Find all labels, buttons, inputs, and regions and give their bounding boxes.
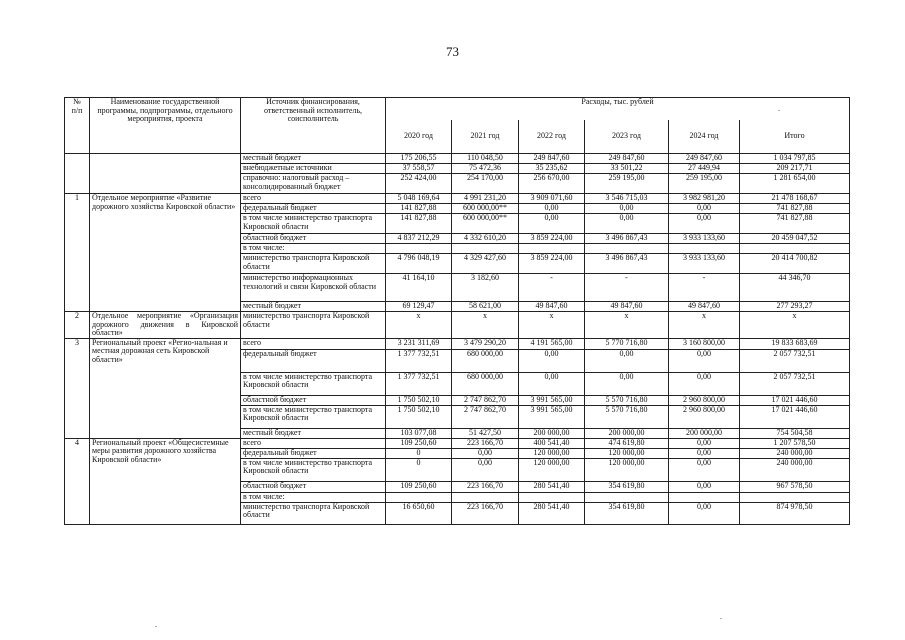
year-value: 33 501,22 (585, 164, 669, 174)
row-number: 2 (65, 312, 90, 339)
total-value (740, 244, 850, 254)
year-value: 0,00 (585, 204, 669, 214)
year-value: 3 496 867,43 (585, 234, 669, 244)
year-value: 223 166,70 (452, 438, 519, 448)
year-value: 3 991 565,00 (519, 405, 585, 428)
year-value: 103 077,08 (386, 428, 452, 438)
funding-source: областной бюджет (241, 481, 386, 492)
year-value: 109 250,60 (386, 481, 452, 492)
year-value: 49 847,60 (585, 302, 669, 312)
total-value: 17 021 446,60 (740, 395, 850, 405)
total-value: 754 504,58 (740, 428, 850, 438)
measure-name: Отдельное мероприятие «Развитие дорожного хозяйства Кировской области» (90, 194, 241, 312)
header-year: 2023 год (585, 120, 669, 154)
measure-name: Региональный проект «Общесистемные меры развития дорожного хозяйства Кировской области» (90, 438, 241, 524)
year-value: 474 619,80 (585, 438, 669, 448)
year-value: 120 000,00 (519, 458, 585, 481)
year-value: 4 329 427,60 (452, 254, 519, 274)
funding-source: внебюджетные источники (241, 164, 386, 174)
year-value: 5 048 169,64 (386, 194, 452, 204)
year-value: 120 000,00 (585, 448, 669, 458)
year-value: 27 449,94 (669, 164, 740, 174)
year-value (585, 492, 669, 502)
funding-source: министерство информационных технологий и связи Кировской области (241, 274, 386, 302)
funding-source: федеральный бюджет (241, 349, 386, 372)
total-value: 21 478 168,67 (740, 194, 850, 204)
year-value: 141 827,88 (386, 214, 452, 234)
year-value: 120 000,00 (519, 448, 585, 458)
year-value: 280 541,40 (519, 481, 585, 492)
total-value: х (740, 312, 850, 339)
year-value: 0,00 (452, 458, 519, 481)
year-value: 75 472,36 (452, 164, 519, 174)
year-value: 4 191 565,00 (519, 338, 585, 349)
total-value: 277 293,27 (740, 302, 850, 312)
year-value: 1 750 502,10 (386, 405, 452, 428)
row-number: 4 (65, 438, 90, 524)
year-value: 2 747 862,70 (452, 395, 519, 405)
year-value: 5 570 716,80 (585, 405, 669, 428)
year-value (585, 244, 669, 254)
year-value: 16 650,60 (386, 502, 452, 524)
year-value: 3 933 133,60 (669, 234, 740, 244)
total-value: 240 000,00 (740, 448, 850, 458)
year-value: 0 (386, 458, 452, 481)
total-value: 2 057 732,51 (740, 349, 850, 372)
total-value (740, 492, 850, 502)
total-value: 1 281 654,00 (740, 174, 850, 194)
year-value: 0,00 (585, 372, 669, 395)
measure-name: Отдельное мероприятие «Организация дорожного движения в Кировской области» (90, 312, 241, 339)
year-value: 252 424,00 (386, 174, 452, 194)
year-value (386, 492, 452, 502)
funding-source: в том числе: (241, 492, 386, 502)
year-value (519, 492, 585, 502)
year-value (386, 244, 452, 254)
year-value: 3 546 715,03 (585, 194, 669, 204)
year-value: 0,00 (669, 481, 740, 492)
funding-source: министерство транспорта Кировской области (241, 502, 386, 524)
year-value: 256 670,00 (519, 174, 585, 194)
funding-source: в том числе министерство транспорта Кировской области (241, 458, 386, 481)
year-value: 49 847,60 (519, 302, 585, 312)
year-value: 354 619,80 (585, 481, 669, 492)
total-value: 741 827,88 (740, 214, 850, 234)
total-value: 20 414 700,82 (740, 254, 850, 274)
year-value: 0,00 (669, 448, 740, 458)
year-value: 249 847,60 (669, 154, 740, 164)
year-value: 3 479 290,20 (452, 338, 519, 349)
year-value: 223 166,70 (452, 481, 519, 492)
year-value (519, 244, 585, 254)
year-value: 41 164,10 (386, 274, 452, 302)
year-value: 0,00 (669, 214, 740, 234)
total-value: 874 978,50 (740, 502, 850, 524)
year-value: 1 377 732,51 (386, 372, 452, 395)
funding-source: в том числе: (241, 244, 386, 254)
year-value: 3 991 565,00 (519, 395, 585, 405)
year-value: х (519, 312, 585, 339)
total-value: 209 217,71 (740, 164, 850, 174)
year-value: 3 182,60 (452, 274, 519, 302)
year-value: 3 859 224,00 (519, 234, 585, 244)
header-year: 2020 год (386, 120, 452, 154)
year-value: 4 991 231,20 (452, 194, 519, 204)
year-value: 58 621,00 (452, 302, 519, 312)
year-value (669, 244, 740, 254)
year-value: 120 000,00 (585, 458, 669, 481)
year-value: 0,00 (519, 214, 585, 234)
year-value: 223 166,70 (452, 502, 519, 524)
funding-source: всего (241, 438, 386, 448)
year-value: 400 541,40 (519, 438, 585, 448)
year-value: 4 837 212,29 (386, 234, 452, 244)
header-year: 2024 год (669, 120, 740, 154)
scan-speck (720, 618, 722, 619)
total-value: 967 578,50 (740, 481, 850, 492)
funding-source: областной бюджет (241, 395, 386, 405)
financing-table (64, 97, 850, 525)
year-value: 175 206,55 (386, 154, 452, 164)
measure-name: Региональный проект «Регио-нальная и местная дорожная сеть Кировской области» (90, 338, 241, 438)
funding-source: местный бюджет (241, 302, 386, 312)
header-expenses: Расходы, тыс. рублей (386, 98, 850, 120)
total-value: 44 346,70 (740, 274, 850, 302)
year-value: 4 332 610,20 (452, 234, 519, 244)
year-value: 3 859 224,00 (519, 254, 585, 274)
year-value (452, 492, 519, 502)
year-value: х (585, 312, 669, 339)
year-value (452, 244, 519, 254)
year-value: 5 570 716,80 (585, 395, 669, 405)
funding-source: в том числе министерство транспорта Кировской области (241, 214, 386, 234)
year-value: 3 160 800,00 (669, 338, 740, 349)
total-value: 19 833 683,69 (740, 338, 850, 349)
year-value: 3 933 133,60 (669, 254, 740, 274)
year-value: 0,00 (519, 349, 585, 372)
header-number: № п/п (65, 98, 90, 154)
year-value: 3 231 311,69 (386, 338, 452, 349)
funding-source: министерство транспорта Кировской области (241, 312, 386, 339)
total-value: 1 034 797,85 (740, 154, 850, 164)
total-value: 741 827,88 (740, 204, 850, 214)
year-value: 0,00 (669, 458, 740, 481)
year-value: 51 427,50 (452, 428, 519, 438)
total-value: 17 021 446,60 (740, 405, 850, 428)
funding-source: областной бюджет (241, 234, 386, 244)
year-value: 249 847,60 (585, 154, 669, 164)
year-value: 0,00 (519, 372, 585, 395)
funding-source: в том числе министерство транспорта Кировской области (241, 372, 386, 395)
year-value: 2 747 862,70 (452, 405, 519, 428)
total-value: 2 057 732,51 (740, 372, 850, 395)
year-value: 259 195,00 (585, 174, 669, 194)
year-value: 354 619,80 (585, 502, 669, 524)
year-value: 0,00 (669, 502, 740, 524)
year-value: 0 (386, 448, 452, 458)
funding-source: справочно: налоговый расход – консолидированный бюджет (241, 174, 386, 194)
year-value: 280 541,40 (519, 502, 585, 524)
page-number: 73 (446, 44, 459, 59)
total-value: 240 000,00 (740, 458, 850, 481)
row-number: 1 (65, 194, 90, 312)
year-value: 110 048,50 (452, 154, 519, 164)
year-value: 2 960 800,00 (669, 395, 740, 405)
year-value: 4 796 048,19 (386, 254, 452, 274)
year-value: 680 000,00 (452, 349, 519, 372)
year-value: 37 558,57 (386, 164, 452, 174)
year-value: 0,00 (669, 204, 740, 214)
scan-speck (778, 110, 780, 111)
row-number: 3 (65, 338, 90, 438)
year-value: 0,00 (452, 448, 519, 458)
year-value: 0,00 (585, 349, 669, 372)
year-value: 1 750 502,10 (386, 395, 452, 405)
year-value: 1 377 732,51 (386, 349, 452, 372)
header-year: 2022 год (519, 120, 585, 154)
measure-name (90, 154, 241, 194)
year-value (669, 492, 740, 502)
funding-source: федеральный бюджет (241, 204, 386, 214)
year-value: 3 982 981,20 (669, 194, 740, 204)
year-value: 600 000,00** (452, 214, 519, 234)
table-row (65, 194, 850, 204)
year-value: х (669, 312, 740, 339)
header-total: Итого (740, 120, 850, 154)
year-value: 0,00 (519, 204, 585, 214)
year-value: 69 129,47 (386, 302, 452, 312)
table-row (65, 154, 850, 164)
total-value: 1 207 578,50 (740, 438, 850, 448)
year-value: 200 000,00 (519, 428, 585, 438)
year-value: 109 250,60 (386, 438, 452, 448)
year-value: 254 170,00 (452, 174, 519, 194)
year-value: 0,00 (669, 349, 740, 372)
year-value: 249 847,60 (519, 154, 585, 164)
header-name: Наименование государственной программы, подпрограммы, отдельного мероприятия, проекта (90, 98, 241, 154)
year-value: х (386, 312, 452, 339)
year-value: 5 770 716,80 (585, 338, 669, 349)
funding-source: в том числе министерство транспорта Кировской области (241, 405, 386, 428)
year-value: 3 496 867,43 (585, 254, 669, 274)
year-value: 3 909 071,60 (519, 194, 585, 204)
scan-speck (155, 626, 157, 627)
year-value: 35 235,62 (519, 164, 585, 174)
funding-source: федеральный бюджет (241, 448, 386, 458)
year-value: 200 000,00 (669, 428, 740, 438)
year-value: 0,00 (669, 438, 740, 448)
table-row (65, 438, 850, 448)
year-value: 0,00 (585, 214, 669, 234)
total-value: 20 459 047,52 (740, 234, 850, 244)
year-value: 259 195,00 (669, 174, 740, 194)
header-source: Источник финансирования, ответственный исполнитель, соисполнитель (241, 98, 386, 154)
header-year: 2021 год (452, 120, 519, 154)
funding-source: всего (241, 194, 386, 204)
funding-source: местный бюджет (241, 428, 386, 438)
year-value: 49 847,60 (669, 302, 740, 312)
table-row (65, 338, 850, 349)
year-value: 0,00 (669, 372, 740, 395)
year-value: х (452, 312, 519, 339)
table-row (65, 312, 850, 339)
year-value: - (585, 274, 669, 302)
year-value: 200 000,00 (585, 428, 669, 438)
year-value: 600 000,00** (452, 204, 519, 214)
year-value: 141 827,88 (386, 204, 452, 214)
funding-source: местный бюджет (241, 154, 386, 164)
year-value: - (669, 274, 740, 302)
year-value: 680 000,00 (452, 372, 519, 395)
year-value: 2 960 800,00 (669, 405, 740, 428)
row-number (65, 154, 90, 194)
funding-source: министерство транспорта Кировской области (241, 254, 386, 274)
funding-source: всего (241, 338, 386, 349)
year-value: - (519, 274, 585, 302)
